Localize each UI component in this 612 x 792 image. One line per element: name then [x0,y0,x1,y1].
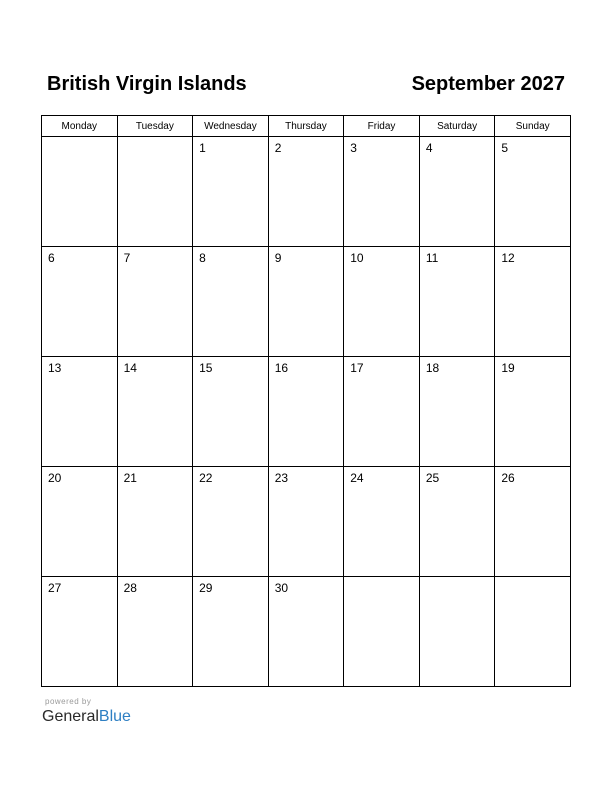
day-cell [344,247,420,357]
day-cell [268,137,344,247]
weekday-monday: Monday [42,116,118,137]
day-number: 17 [350,361,364,375]
day-cell [117,357,193,467]
day-number: 18 [425,361,440,375]
day-cell [344,137,420,247]
day-number [42,137,117,141]
day-number: 28 [123,581,137,595]
day-number: 30 [274,581,289,595]
day-number: 1 [199,141,206,155]
day-number: 10 [350,251,364,265]
day-cell [193,247,269,357]
day-number: 12 [501,251,515,265]
day-number: 27 [48,581,62,595]
day-number: 14 [123,361,137,375]
day-number: 6 [48,251,55,265]
day-number: 4 [425,141,433,155]
day-number: 22 [199,471,213,485]
weekday-saturday: Saturday [419,116,495,137]
day-cell [117,137,193,247]
day-number: 29 [199,581,213,595]
day-cell [268,577,344,687]
day-number: 25 [425,471,440,485]
week-row-3 [42,357,571,467]
weekday-sunday: Sunday [495,116,571,137]
day-number: 21 [123,471,137,485]
day-number [118,137,193,141]
day-number: 5 [501,141,509,155]
day-cell [495,247,571,357]
week-row-1 [42,137,571,247]
day-cell [419,467,495,577]
calendar-grid [41,115,571,687]
day-number: 9 [274,251,282,265]
day-number: 11 [425,251,439,265]
day-cell [193,357,269,467]
day-number: 19 [501,361,515,375]
weekday-wednesday: Wednesday [193,116,269,137]
day-number: 23 [274,471,289,485]
country-title: British Virgin Islands [47,73,247,95]
day-cell [193,137,269,247]
day-cell [495,577,571,687]
day-cell [268,357,344,467]
day-cell [117,577,193,687]
day-cell [42,467,118,577]
weekday-tuesday: Tuesday [117,116,193,137]
day-cell [419,577,495,687]
day-cell [268,467,344,577]
day-cell [193,577,269,687]
day-cell [344,577,420,687]
day-cell [193,467,269,577]
brand-general-text: General [42,708,99,725]
day-number: 3 [350,141,357,155]
day-cell [495,357,571,467]
day-number: 16 [274,361,289,375]
day-number: 2 [274,141,282,155]
day-number: 26 [501,471,515,485]
weekday-header-row [42,116,571,137]
day-cell [344,467,420,577]
day-cell [42,137,118,247]
day-cell [419,357,495,467]
day-number [420,577,495,581]
day-number: 20 [48,471,62,485]
day-number: 13 [48,361,62,375]
day-number [495,577,570,581]
day-cell [42,577,118,687]
powered-by-text: powered by [45,697,92,706]
day-cell [268,247,344,357]
day-cell [344,357,420,467]
day-cell [495,467,571,577]
day-cell [42,247,118,357]
day-number: 24 [350,471,364,485]
day-cell [117,467,193,577]
day-number: 7 [123,251,131,265]
day-number: 15 [199,361,213,375]
day-cell [419,247,495,357]
day-number: 8 [199,251,206,265]
week-row-5 [42,577,571,687]
day-cell [42,357,118,467]
week-row-4 [42,467,571,577]
day-number [344,577,419,581]
month-year-title: September 2027 [411,73,565,95]
day-cell [495,137,571,247]
weekday-thursday: Thursday [268,116,344,137]
brand-blue-text: Blue [98,708,131,725]
day-cell [117,247,193,357]
week-row-2 [42,247,571,357]
day-cell [419,137,495,247]
weekday-friday: Friday [344,116,420,137]
generalblue-logo[interactable] [42,708,131,726]
